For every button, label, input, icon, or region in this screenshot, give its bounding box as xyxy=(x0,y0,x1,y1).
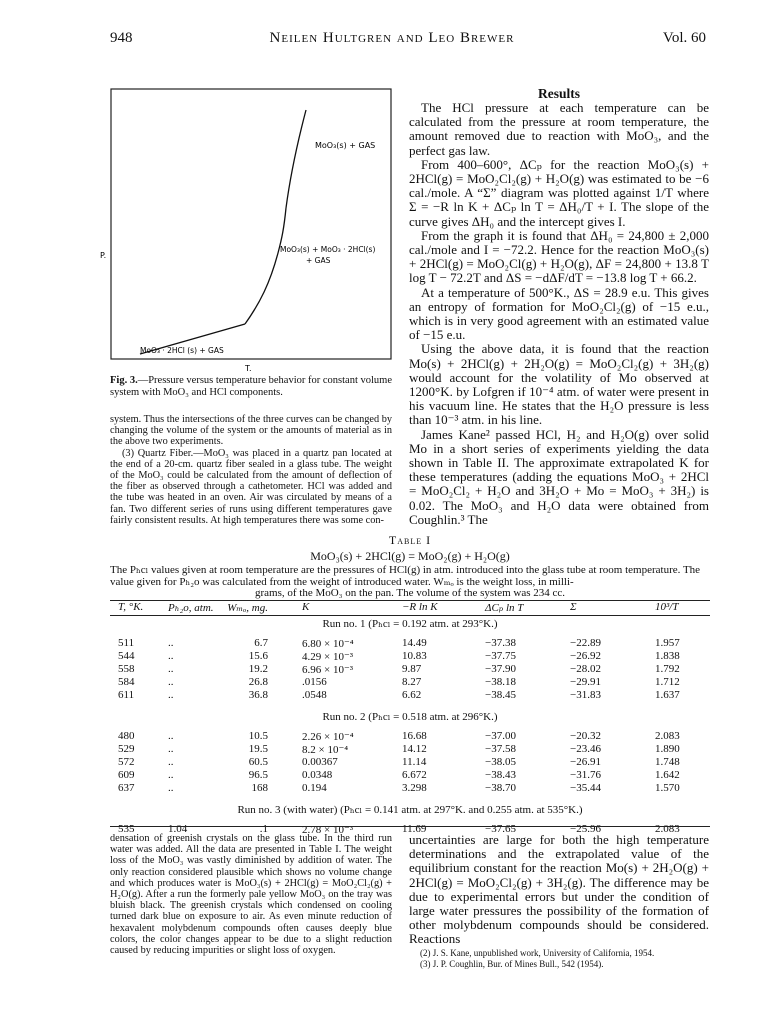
bottom-right-text: uncertainties are large for both the high temperature determinations and the extrapolated value of the equilibrium constant for the reaction Mo(s) + 2H₂O(g) + 2HCl(g) = MoO₂Cl₂(g) + 3H₂(g). The difference may be due to experimental errors but under the condition of large water pressures the possibility of the formation of other molybdenum compounds should be considered. Reactions xyxy=(409,832,709,947)
table-data-cell-2: 19.2 xyxy=(248,663,268,675)
table-data-cell-3: .0156 xyxy=(302,676,327,688)
table-data-cell-2: 60.5 xyxy=(248,756,268,768)
curve-upper xyxy=(286,110,306,208)
table-data-cell-1: .. xyxy=(168,769,174,781)
table-data-cell-7: 1.642 xyxy=(655,769,680,781)
footnote-3: (3) J. P. Coughlin, Bur. of Mines Bull., 542 (1954). xyxy=(420,959,604,969)
table-data-cell-0: 609 xyxy=(118,769,135,781)
table-data-cell-5: −38.18 xyxy=(485,676,516,688)
table-data-row xyxy=(110,769,710,782)
table-equation: MoO₃(s) + 2HCl(g) = MoO₂(g) + H₂O(g) xyxy=(310,549,510,563)
axis-y-label: P. xyxy=(100,251,107,260)
running-authors: Neilen Hultgren and Leo Brewer xyxy=(269,30,515,46)
table-header-cell-2: Wₘₒ, mg. xyxy=(227,602,268,614)
table-data-cell-2: 19.5 xyxy=(248,743,268,755)
table-data-cell-1: .. xyxy=(168,663,174,675)
page-number: 948 xyxy=(110,30,133,46)
table-data-cell-5: −38.05 xyxy=(485,756,516,768)
table-data-cell-5: −38.43 xyxy=(485,769,516,781)
table-data-cell-3: 2.26 × 10⁻⁴ xyxy=(302,731,354,743)
table-header-cell-4: −R ln K xyxy=(402,601,438,613)
table-data-cell-6: −25.96 xyxy=(570,823,601,835)
table-data-cell-7: 1.712 xyxy=(655,676,680,688)
table-data-row xyxy=(110,689,710,702)
results-paragraph-5: Using the above data, it is found that the reaction Mo(s) + 2HCl(g) + 2H₂O(g) = MoO₂Cl₂(g) + 3H₂(g) would account for the volatility of Mo observed at 1200°K. by Lofgren if 10⁻⁴ atm. of water were present in his vacuum line. He states that the H₂O pressure is less than 10⁻³ atm. in his line. xyxy=(409,341,709,428)
table-data-cell-5: −37.75 xyxy=(485,650,516,662)
table-data-row xyxy=(110,650,710,663)
table-data-row xyxy=(110,637,710,650)
table-data-cell-1: .. xyxy=(168,637,174,649)
table-data-row xyxy=(110,730,710,743)
run-2-rows xyxy=(110,730,710,795)
table-data-cell-7: 2.083 xyxy=(655,730,680,742)
table-note xyxy=(110,565,710,600)
table-data-cell-2: 10.5 xyxy=(248,730,268,742)
table-data-cell-6: −20.32 xyxy=(570,730,601,742)
label-middle-region-1: MoO₃(s) + MoO₃ · 2HCl(s) xyxy=(280,245,376,254)
figure-caption-label: Fig. 3. xyxy=(110,375,138,386)
label-lower-region: MoO₃ · 2HCl (s) + GAS xyxy=(140,346,224,355)
table-data-cell-0: 572 xyxy=(118,756,135,768)
table-data-cell-6: −26.91 xyxy=(570,756,601,768)
volume-label: Vol. 60 xyxy=(662,30,706,46)
table-data-cell-4: 9.87 xyxy=(402,663,422,675)
table-data-cell-5: −37.90 xyxy=(485,663,516,675)
label-middle-region-2: + GAS xyxy=(306,256,331,265)
table-data-cell-1: .. xyxy=(168,743,174,755)
table-data-cell-7: 1.890 xyxy=(655,743,680,755)
table-data-cell-5: −38.45 xyxy=(485,689,516,701)
table-data-cell-1: .. xyxy=(168,782,174,794)
table-data-cell-0: 535 xyxy=(118,823,135,835)
table-data-cell-4: 10.83 xyxy=(402,650,427,662)
table-data-cell-6: −31.83 xyxy=(570,689,601,701)
table-data-cell-4: 11.69 xyxy=(402,823,427,835)
table-data-cell-0: 637 xyxy=(118,782,135,794)
table-data-cell-6: −22.89 xyxy=(570,637,601,649)
table-data-row xyxy=(110,663,710,676)
results-column xyxy=(409,101,709,527)
table-data-cell-2: .1 xyxy=(259,823,268,835)
bottom-left-text: densation of greenish crystals on the glass tube. In the third run water was added. All the data are presented in Table I. The weight loss of the MoO₃ was vastly diminished by addition of water. The only reaction considered plausible which shows no volume change and which produces water is MoO₃(s) + 2HCl(g) = MoO₂Cl₂(g) + H₂O(g). After a run the formerly pale yellow MoO₃ on the tray was bluish black. The greenish crystals which condensed on cooling turned dark blue on exposure to air. As even minute reduction of hexavalent molybdenum compounds often causes deeply blue colors, the color changes appear to be due to a slight reduction caused by reducing impurities or slight loss of oxygen. xyxy=(110,833,392,957)
run-1-rows xyxy=(110,637,710,702)
table-data-cell-1: .. xyxy=(168,650,174,662)
table-data-cell-6: −31.76 xyxy=(570,769,601,781)
table-data-cell-3: 2.78 × 10⁻³ xyxy=(302,824,354,836)
table-data-cell-7: 1.838 xyxy=(655,650,680,662)
table-data-cell-5: −37.38 xyxy=(485,637,516,649)
table-data-cell-3: 0.0348 xyxy=(302,769,333,781)
table-data-cell-5: −37.00 xyxy=(485,730,516,742)
table-data-cell-3: 0.00367 xyxy=(302,756,338,768)
table-data-cell-2: 26.8 xyxy=(248,676,268,688)
table-header-cell-7: 10³/T xyxy=(655,601,679,613)
table-data-cell-0: 480 xyxy=(118,730,135,742)
table-data-cell-0: 529 xyxy=(118,743,135,755)
table-data-cell-4: 14.12 xyxy=(402,743,427,755)
table-data-cell-0: 584 xyxy=(118,676,135,688)
table-data-cell-4: 6.672 xyxy=(402,769,427,781)
table-data-cell-6: −26.92 xyxy=(570,650,601,662)
table-data-cell-1: .. xyxy=(168,730,174,742)
table-data-cell-7: 1.957 xyxy=(655,637,680,649)
table-header-rule xyxy=(110,615,710,616)
figure-caption-text: —Pressure versus temperature behavior for constant volume system with MoO₃ and HCl components. xyxy=(110,375,392,398)
table-note-line-1: The Pₕcₗ values given at room temperature are the pressures of HCl(g) in atm. introduced into the glass tube at room temperature. The value given for Pₕ₂o was calculated from the weight of introduced water. Wₘₒ is the weight loss, in milli- xyxy=(110,564,701,588)
table-data-cell-6: −23.46 xyxy=(570,743,601,755)
table-data-cell-0: 611 xyxy=(118,689,135,701)
results-paragraph-4: At a temperature of 500°K., ΔS = 28.9 e.u. This gives an entropy of formation for MoO₂Cl₂(g) of −15 e.u., which is in very good agreement with an estimated value of −15 e.u. xyxy=(409,284,709,343)
quartz-fiber-text: —MoO₃ was placed in a quartz pan located at the end of a 20-cm. quartz fiber sealed in a glass tube. The weight of the MoO₃ could be calculated from the amount of deflection of the fiber as observed through a cathetometer. HCl was added and the tube was heated in an oven. Air was circulated by means of a fan. Two different series of runs using different temperatures gave fairly consistent results. At high temperatures there was some con- xyxy=(110,447,392,526)
table-data-cell-0: 544 xyxy=(118,650,135,662)
table-header-cell-0: T, °K. xyxy=(118,601,144,613)
table-data-cell-4: 11.14 xyxy=(402,756,427,768)
table-data-cell-3: 6.80 × 10⁻⁴ xyxy=(302,638,354,650)
table-data-cell-7: 1.748 xyxy=(655,756,680,768)
table-data-cell-4: 14.49 xyxy=(402,637,427,649)
figure-3-plot xyxy=(100,88,392,376)
run-1-label: Run no. 1 (Pₕcₗ = 0.192 atm. at 293°K.) xyxy=(322,618,498,630)
table-title: Table I xyxy=(388,533,432,547)
results-paragraph-2: From 400–600°, ΔCₚ for the reaction MoO₃(s) + 2HCl(g) = MoO₂Cl₂(g) + H₂O(g) was estimated to be −6 cal./mole. A “Σ” diagram was plotted against 1/T where Σ = −R ln K + ΔCₚ ln T = ΔH₀/T + I. The slope of the curve gives ΔH₀ and the intercept gives I. xyxy=(409,156,709,229)
table-data-cell-4: 8.27 xyxy=(402,676,422,688)
table-data-cell-3: 6.96 × 10⁻³ xyxy=(302,664,354,676)
table-data-cell-1: .. xyxy=(168,756,174,768)
table-data-cell-4: 16.68 xyxy=(402,730,427,742)
figure-caption xyxy=(110,375,392,398)
table-data-cell-0: 558 xyxy=(118,663,135,675)
table-data-cell-5: −37.65 xyxy=(485,823,516,835)
curve-middle xyxy=(245,208,286,324)
figure-3 xyxy=(100,88,392,376)
table-data-cell-5: −37.58 xyxy=(485,743,516,755)
table-data-cell-2: 6.7 xyxy=(254,637,268,649)
table-data-row xyxy=(110,743,710,756)
results-paragraph-6: James Kane² passed HCl, H₂ and H₂O(g) over solid Mo in a short series of experiments yielding the data shown in Table II. The approximate extrapolated K for these temperatures (adding the equations MoO₃ + 2HCl = MoO₂Cl₂ + H₂O and 3H₂O + Mo = MoO₃ + 3H₂) is 0.02. The MoO₃ and H₂O data were obtained from Coughlin.³ The xyxy=(409,426,709,527)
table-data-cell-7: 2.083 xyxy=(655,823,680,835)
table-body xyxy=(110,601,710,836)
table-data-cell-6: −28.02 xyxy=(570,663,601,675)
table-data-cell-1: 1.04 xyxy=(168,823,188,835)
left-paragraph-1: system. Thus the intersections of the three curves can be changed by changing the volume of the system or the amounts of material as in the above two experiments. xyxy=(110,414,392,448)
run-3-label: Run no. 3 (with water) (Pₕcₗ = 0.141 atm. at 297°K. and 0.255 atm. at 535°K.) xyxy=(237,804,583,816)
table-data-cell-7: 1.792 xyxy=(655,663,680,675)
run-1-label-row xyxy=(110,617,710,631)
table-data-cell-2: 15.6 xyxy=(248,650,268,662)
run-2-label-row xyxy=(110,710,710,724)
table-data-cell-3: 4.29 × 10⁻³ xyxy=(302,651,354,663)
table-data-cell-1: .. xyxy=(168,676,174,688)
running-header xyxy=(0,30,784,50)
table-data-cell-2: 168 xyxy=(251,782,268,794)
table-data-cell-7: 1.637 xyxy=(655,689,680,701)
table-data-row xyxy=(110,782,710,795)
results-paragraph-1: The HCl pressure at each temperature can be calculated from the pressure at room temperature, the amount removed due to reaction with MoO₃, and the perfect gas law. xyxy=(409,100,709,158)
table-data-cell-2: 96.5 xyxy=(248,769,268,781)
quartz-fiber-heading: (3) Quartz Fiber. xyxy=(122,447,194,459)
table-data-cell-7: 1.570 xyxy=(655,782,680,794)
results-heading: Results xyxy=(537,86,580,101)
table-data-row xyxy=(110,756,710,769)
table-header-cell-5: ΔCₚ ln T xyxy=(485,602,524,614)
table-data-cell-3: 8.2 × 10⁻⁴ xyxy=(302,744,349,756)
left-paragraph-2 xyxy=(110,448,392,526)
table-header-cell-6: Σ xyxy=(570,601,577,613)
table-header-cell-1: Pₕ₂o, atm. xyxy=(168,602,214,614)
footnote-2: (2) J. S. Kane, unpublished work, University of California, 1954. xyxy=(420,948,655,958)
table-data-cell-3: .0548 xyxy=(302,689,327,701)
table-data-cell-1: .. xyxy=(168,689,174,701)
left-column-text xyxy=(110,414,392,526)
run-2-label: Run no. 2 (Pₕcₗ = 0.518 atm. at 296°K.) xyxy=(322,711,498,723)
table-data-cell-4: 6.62 xyxy=(402,689,422,701)
table-data-cell-4: 3.298 xyxy=(402,782,427,794)
figure-frame xyxy=(111,89,391,359)
axis-x-label: T. xyxy=(245,364,252,373)
table-data-cell-6: −35.44 xyxy=(570,782,601,794)
table-data-row xyxy=(110,676,710,689)
table-bottom-rule xyxy=(110,826,710,827)
table-data-cell-5: −38.70 xyxy=(485,782,516,794)
table-header-row xyxy=(110,601,710,614)
label-upper-region: MoO₃(s) + GAS xyxy=(315,141,376,150)
table-note-line-2: grams, of the MoO₃ on the pan. The volume of the system was 234 cc. xyxy=(254,587,566,600)
table-data-cell-0: 511 xyxy=(118,637,135,649)
table-data-cell-6: −29.91 xyxy=(570,676,601,688)
table-header-cell-3: K xyxy=(302,601,310,613)
table-data-cell-2: 36.8 xyxy=(248,689,268,701)
results-paragraph-3: From the graph it is found that ΔH₀ = 24,800 ± 2,000 cal./mole and I = −72.2. Hence for the reaction MoO₃(s) + 2HCl(g) = MoO₂Cl(g) + H₂O(g), ΔF = 24,800 + 13.8 T log T − 72.2T and ΔS = −dΔF/dT = −13.8 log T + 66.2. xyxy=(409,227,709,286)
run-3-label-row xyxy=(110,803,710,817)
table-data-cell-3: 0.194 xyxy=(302,782,327,794)
